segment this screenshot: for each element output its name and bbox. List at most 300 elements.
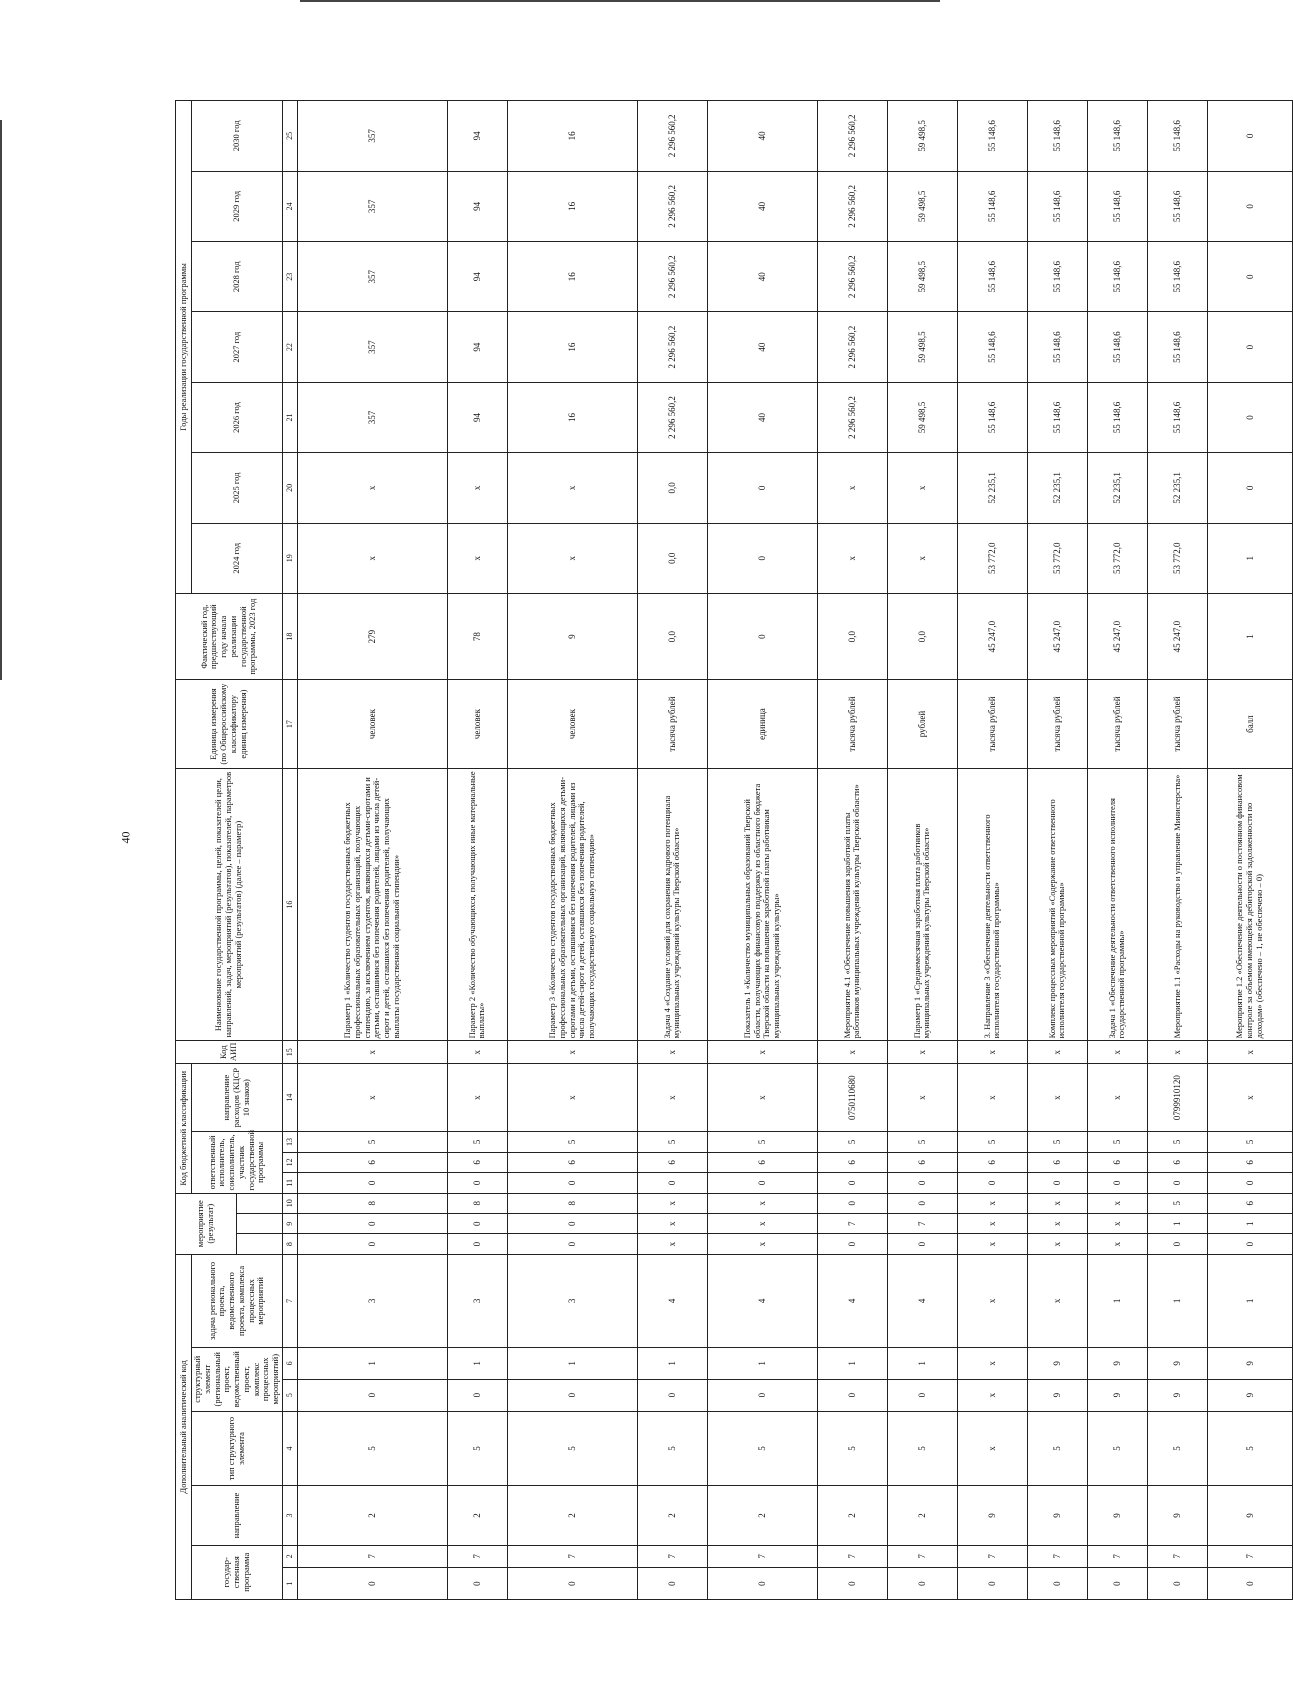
code-cell: 0 [1147, 1234, 1207, 1254]
header-year-2024: 2024 год [192, 523, 283, 593]
code-cell: 3 [507, 1254, 637, 1347]
code-cell: 0 [707, 1568, 817, 1600]
table-row [1207, 101, 1292, 1600]
row-year-value: 0 [1207, 453, 1292, 523]
row-year-value: 94 [447, 171, 507, 241]
row-year-value: 55 148,6 [957, 382, 1027, 452]
code-cell: 1 [707, 1347, 817, 1379]
code-cell: х [887, 1064, 957, 1132]
code-cell: 6 [447, 1152, 507, 1172]
row-year-value: 55 148,6 [1147, 242, 1207, 312]
header-base-year: Фактический год, предшествующий году начала реализации государственной программы, 2023 год [176, 593, 283, 679]
code-cell: 6 [957, 1152, 1027, 1172]
header-direction: направление [192, 1486, 283, 1545]
code-cell: 5 [957, 1132, 1027, 1152]
row-year-value: 16 [507, 382, 637, 452]
row-year-value: 55 148,6 [1027, 382, 1087, 452]
row-name: Мероприятие 1.2 «Обеспечение деятельности о постоянном финансовом контроле за объемом имеющейся дебиторской задолженности по доходам» (обеспечено – 1, не обеспечено – 0) [1207, 768, 1292, 1041]
code-cell: 0 [447, 1379, 507, 1411]
header-budget-code: Код бюджетной классификации [176, 1064, 192, 1193]
row-year-value: 2 296 560,2 [817, 382, 887, 452]
code-cell: 6 [297, 1152, 447, 1172]
row-year-value: 0 [1207, 171, 1292, 241]
code-cell: 0 [297, 1568, 447, 1600]
row-name: Комплекс процессных мероприятий «Содержание ответственного исполнителя государственной программы» [1027, 768, 1087, 1041]
code-cell: х [507, 1041, 637, 1064]
code-cell: 1 [1147, 1213, 1207, 1233]
header-unit: Единица измерения (по Общероссийскому классификатору единиц измерения) [176, 680, 283, 769]
code-cell: 6 [887, 1152, 957, 1172]
header-year-2026: 2026 год [192, 382, 283, 452]
code-cell: х [1027, 1213, 1087, 1233]
code-cell: х [447, 1041, 507, 1064]
code-cell: 6 [1027, 1152, 1087, 1172]
code-cell: 0 [957, 1173, 1027, 1193]
code-cell: 0 [1087, 1173, 1147, 1193]
code-cell: 2 [447, 1486, 507, 1545]
row-year-value: 0,0 [637, 523, 707, 593]
code-cell: 0 [887, 1193, 957, 1213]
code-cell: 5 [1207, 1411, 1292, 1486]
header-struct-type: тип структурного элемента [192, 1411, 283, 1486]
code-cell: 4 [887, 1254, 957, 1347]
row-year-value: 59 498,5 [887, 312, 957, 382]
row-year-value: 0 [1207, 312, 1292, 382]
header-expense-direction: направление расходов (КЦСР 10 знаков) [192, 1064, 283, 1132]
row-year-value: 0 [1207, 382, 1292, 452]
scan-edge-mark [0, 120, 2, 680]
row-year-value: 94 [447, 101, 507, 172]
table-row [637, 101, 707, 1600]
code-cell: 4 [817, 1254, 887, 1347]
column-number: 20 [282, 453, 297, 523]
column-number: 18 [282, 593, 297, 679]
table-row [447, 101, 507, 1600]
row-name: Параметр 3 «Количество студентов государственных бюджетных профессиональных образовательных организаций, являющихся детьми-сиротами и детьми, оставшимися без попечения родителей, лицами из числа детей-сирот и детей, оставшихся без попечения родителей, получающих государственную социальную стипендию» [507, 768, 637, 1041]
code-cell: 0 [507, 1568, 637, 1600]
row-unit: человек [447, 680, 507, 769]
code-cell: х [957, 1347, 1027, 1379]
code-cell: 9 [1087, 1379, 1147, 1411]
code-cell: 9 [1207, 1486, 1292, 1545]
header-event-sub [237, 1234, 282, 1254]
code-cell: х [957, 1193, 1027, 1213]
row-year-value: 53 772,0 [1147, 523, 1207, 593]
row-base-year-value: 45 247,0 [1027, 593, 1087, 679]
header-year-2029: 2029 год [192, 171, 283, 241]
code-cell: 5 [1027, 1411, 1087, 1486]
column-number: 9 [282, 1213, 297, 1233]
code-cell: 9 [1207, 1379, 1292, 1411]
code-cell: 5 [887, 1132, 957, 1152]
column-number: 22 [282, 312, 297, 382]
row-year-value: 55 148,6 [1027, 171, 1087, 241]
code-cell: 5 [507, 1411, 637, 1486]
row-year-value: х [297, 453, 447, 523]
row-year-value: 52 235,1 [1027, 453, 1087, 523]
row-base-year-value: 1 [1207, 593, 1292, 679]
table-row [707, 101, 817, 1600]
code-cell: 5 [1147, 1132, 1207, 1152]
header-executor: ответственный исполнитель, соисполнитель, участник государственной программы [192, 1132, 283, 1193]
code-cell: 5 [1147, 1193, 1207, 1213]
code-cell: 0 [817, 1568, 887, 1600]
rotated-table-container [175, 100, 1264, 1600]
row-unit: балл [1207, 680, 1292, 769]
column-number: 17 [282, 680, 297, 769]
row-base-year-value: 78 [447, 593, 507, 679]
row-year-value: 55 148,6 [1087, 242, 1147, 312]
code-cell: х [1027, 1193, 1087, 1213]
row-base-year-value: 45 247,0 [957, 593, 1027, 679]
row-year-value: 40 [707, 171, 817, 241]
code-cell: 5 [447, 1132, 507, 1152]
row-year-value: 55 148,6 [1147, 312, 1207, 382]
row-year-value: 357 [297, 382, 447, 452]
row-year-value: 2 296 560,2 [637, 242, 707, 312]
row-year-value: 16 [507, 171, 637, 241]
header-name: Наименование государственной программы, целей, показателей цели, направлений, задач, мероприятий (результатов), показателей, параметров мероприятий (результатов) (далее – параметр) [176, 768, 283, 1041]
code-cell: х [637, 1193, 707, 1213]
row-name: Задача 4 «Создание условий для сохранения кадрового потенциала муниципальных учреждений культуры Тверской области» [637, 768, 707, 1041]
code-cell: х [887, 1041, 957, 1064]
code-cell: 9 [957, 1486, 1027, 1545]
row-year-value: 59 498,5 [887, 382, 957, 452]
code-cell: х [957, 1213, 1027, 1233]
code-cell: 6 [817, 1152, 887, 1172]
code-cell: 0799910120 [1147, 1064, 1207, 1132]
code-cell: 7 [887, 1213, 957, 1233]
code-cell: 5 [447, 1411, 507, 1486]
code-cell: 5 [707, 1411, 817, 1486]
row-year-value: х [887, 523, 957, 593]
row-year-value: 55 148,6 [1027, 242, 1087, 312]
code-cell: 9 [1027, 1379, 1087, 1411]
table-row [817, 101, 887, 1600]
code-cell: х [1027, 1234, 1087, 1254]
column-number: 3 [282, 1486, 297, 1545]
code-cell: 5 [297, 1132, 447, 1152]
code-cell: х [1087, 1213, 1147, 1233]
code-cell: 8 [297, 1193, 447, 1213]
code-cell: 1 [1147, 1254, 1207, 1347]
row-unit: тысяча рублей [1087, 680, 1147, 769]
code-cell: 2 [817, 1486, 887, 1545]
row-year-value: х [887, 453, 957, 523]
header-year-2027: 2027 год [192, 312, 283, 382]
code-cell: 5 [1027, 1132, 1087, 1152]
row-base-year-value: 0,0 [817, 593, 887, 679]
row-year-value: 55 148,6 [1087, 171, 1147, 241]
code-cell: х [957, 1379, 1027, 1411]
code-cell: 7 [1027, 1545, 1087, 1568]
code-cell: 6 [1207, 1152, 1292, 1172]
column-number: 12 [282, 1152, 297, 1172]
code-cell: х [1027, 1041, 1087, 1064]
row-year-value: 16 [507, 312, 637, 382]
row-base-year-value: 9 [507, 593, 637, 679]
column-number: 25 [282, 101, 297, 172]
code-cell: 9 [1207, 1347, 1292, 1379]
code-cell: 4 [637, 1254, 707, 1347]
row-unit: рублей [887, 680, 957, 769]
code-cell: 0 [707, 1379, 817, 1411]
code-cell: 0 [1207, 1234, 1292, 1254]
code-cell: х [707, 1213, 817, 1233]
row-year-value: 52 235,1 [957, 453, 1027, 523]
row-year-value: 53 772,0 [1027, 523, 1087, 593]
row-year-value: 0 [707, 523, 817, 593]
code-cell: 0 [637, 1173, 707, 1193]
code-cell: 9 [1147, 1486, 1207, 1545]
code-cell: 0 [887, 1234, 957, 1254]
code-cell: 9 [1027, 1486, 1087, 1545]
header-years-group: Годы реализации государственной программы [176, 101, 192, 594]
header-year-2030: 2030 год [192, 101, 283, 172]
code-cell: х [637, 1064, 707, 1132]
code-cell: 1 [1207, 1213, 1292, 1233]
code-cell: х [707, 1041, 817, 1064]
code-cell: 9 [1147, 1379, 1207, 1411]
code-cell: 8 [507, 1193, 637, 1213]
row-year-value: 52 235,1 [1087, 453, 1147, 523]
column-number: 23 [282, 242, 297, 312]
row-year-value: 52 235,1 [1147, 453, 1207, 523]
code-cell: 0 [887, 1173, 957, 1193]
code-cell: 5 [817, 1132, 887, 1152]
code-cell: 6 [707, 1152, 817, 1172]
row-year-value: 2 296 560,2 [817, 312, 887, 382]
row-year-value: 55 148,6 [1147, 171, 1207, 241]
code-cell: 1 [817, 1347, 887, 1379]
code-cell: х [637, 1041, 707, 1064]
row-year-value: 16 [507, 101, 637, 172]
row-unit: тысяча рублей [817, 680, 887, 769]
code-cell: 7 [637, 1545, 707, 1568]
code-cell: 7 [507, 1545, 637, 1568]
code-cell: х [707, 1234, 817, 1254]
column-number: 10 [282, 1193, 297, 1213]
code-cell: 0 [507, 1379, 637, 1411]
code-cell: 0 [707, 1173, 817, 1193]
row-year-value: 55 148,6 [957, 101, 1027, 172]
code-cell: 1 [447, 1347, 507, 1379]
row-year-value: х [507, 453, 637, 523]
code-cell: 5 [637, 1411, 707, 1486]
row-unit: тысяча рублей [637, 680, 707, 769]
table-body [282, 101, 1292, 1600]
code-cell: 0 [637, 1568, 707, 1600]
row-year-value: 2 296 560,2 [637, 382, 707, 452]
code-cell: 2 [637, 1486, 707, 1545]
code-cell: 0 [297, 1213, 447, 1233]
row-year-value: 40 [707, 382, 817, 452]
row-name: Задача 1 «Обеспечение деятельности ответственного исполнителя государственной программы» [1087, 768, 1147, 1041]
code-cell: 1 [887, 1347, 957, 1379]
column-number: 6 [282, 1347, 297, 1379]
code-cell: 0 [817, 1379, 887, 1411]
column-number: 4 [282, 1411, 297, 1486]
row-year-value: 55 148,6 [957, 312, 1027, 382]
row-year-value: 0 [1207, 101, 1292, 172]
row-year-value: 55 148,6 [1027, 312, 1087, 382]
code-cell: х [1027, 1254, 1087, 1347]
code-cell: х [447, 1064, 507, 1132]
code-cell: 2 [507, 1486, 637, 1545]
header-aip-code: Код АИП [176, 1041, 283, 1064]
code-cell: х [957, 1254, 1027, 1347]
code-cell: 8 [447, 1193, 507, 1213]
code-cell: 0 [447, 1234, 507, 1254]
row-year-value: 53 772,0 [1087, 523, 1147, 593]
row-unit: тысяча рублей [1027, 680, 1087, 769]
row-year-value: х [817, 523, 887, 593]
header-event-sub [237, 1213, 282, 1233]
code-cell: х [1027, 1064, 1087, 1132]
column-number: 24 [282, 171, 297, 241]
row-year-value: 55 148,6 [1087, 101, 1147, 172]
code-cell: 7 [297, 1545, 447, 1568]
code-cell: 0 [1207, 1568, 1292, 1600]
code-cell: 0 [297, 1173, 447, 1193]
code-cell: 2 [707, 1486, 817, 1545]
row-year-value: х [297, 523, 447, 593]
row-year-value: х [447, 523, 507, 593]
code-cell: 0 [447, 1568, 507, 1600]
code-cell: 7 [817, 1545, 887, 1568]
code-cell: х [707, 1064, 817, 1132]
code-cell: 0 [447, 1173, 507, 1193]
code-cell: х [957, 1411, 1027, 1486]
code-cell: 7 [957, 1545, 1027, 1568]
column-number: 21 [282, 382, 297, 452]
row-base-year-value: 0,0 [637, 593, 707, 679]
row-year-value: 2 296 560,2 [637, 171, 707, 241]
code-cell: 7 [817, 1213, 887, 1233]
code-cell: х [1207, 1064, 1292, 1132]
code-cell: 5 [507, 1132, 637, 1152]
row-year-value: 2 296 560,2 [817, 242, 887, 312]
code-cell: 5 [1087, 1132, 1147, 1152]
code-cell: х [817, 1041, 887, 1064]
code-cell: х [1087, 1234, 1147, 1254]
code-cell: 7 [1147, 1545, 1207, 1568]
row-year-value: 59 498,5 [887, 242, 957, 312]
code-cell: 0 [1207, 1173, 1292, 1193]
row-year-value: 2 296 560,2 [637, 312, 707, 382]
row-unit: тысяча рублей [957, 680, 1027, 769]
row-year-value: 55 148,6 [957, 242, 1027, 312]
code-cell: 0 [887, 1568, 957, 1600]
table-row [1027, 101, 1087, 1600]
code-cell: х [707, 1193, 817, 1213]
code-cell: 9 [1147, 1347, 1207, 1379]
column-number: 11 [282, 1173, 297, 1193]
code-cell: х [1087, 1193, 1147, 1213]
code-cell: 0750110680 [817, 1064, 887, 1132]
code-cell: 1 [297, 1347, 447, 1379]
code-cell: 7 [1087, 1545, 1147, 1568]
code-cell: 1 [1207, 1254, 1292, 1347]
row-unit: человек [297, 680, 447, 769]
row-base-year-value: 0 [707, 593, 817, 679]
column-number: 7 [282, 1254, 297, 1347]
header-task: задача регионального проекта, ведомственного проекта, комплекса процессных мероприятий [192, 1254, 283, 1347]
row-year-value: 357 [297, 101, 447, 172]
row-year-value: 2 296 560,2 [817, 171, 887, 241]
code-cell: 0 [1147, 1568, 1207, 1600]
row-unit: тысяча рублей [1147, 680, 1207, 769]
table-row [887, 101, 957, 1600]
table-row [957, 101, 1027, 1600]
row-year-value: 55 148,6 [1087, 382, 1147, 452]
row-year-value: 55 148,6 [1087, 312, 1147, 382]
row-year-value: 40 [707, 312, 817, 382]
code-cell: 5 [817, 1411, 887, 1486]
row-year-value: 40 [707, 101, 817, 172]
code-cell: 0 [817, 1173, 887, 1193]
column-number: 13 [282, 1132, 297, 1152]
code-cell: 9 [1087, 1486, 1147, 1545]
code-cell: 6 [1207, 1193, 1292, 1213]
code-cell: 0 [297, 1379, 447, 1411]
code-cell: 5 [297, 1411, 447, 1486]
row-name: Параметр 2 «Количество обучающихся, получающих иные материальные выплаты» [447, 768, 507, 1041]
code-cell: 3 [297, 1254, 447, 1347]
code-cell: 9 [1027, 1347, 1087, 1379]
code-cell: х [637, 1213, 707, 1233]
row-name: 3. Направление 3 «Обеспечение деятельности ответственного исполнителя государственной программы» [957, 768, 1027, 1041]
code-cell: 5 [707, 1132, 817, 1152]
code-cell: 0 [817, 1234, 887, 1254]
row-base-year-value: 279 [297, 593, 447, 679]
header-event: мероприятие (результат) [176, 1193, 237, 1254]
row-unit: человек [507, 680, 637, 769]
code-cell: 3 [447, 1254, 507, 1347]
row-name: Показатель 1 «Количество муниципальных образований Тверской области, получающих финансовую поддержку из областного бюджета Тверской области на повышение заработной платы работникам муниципальных учреждений культуры» [707, 768, 817, 1041]
row-year-value: 16 [507, 242, 637, 312]
code-cell: х [957, 1234, 1027, 1254]
code-cell: 0 [447, 1213, 507, 1233]
code-cell: 7 [707, 1545, 817, 1568]
code-cell: 0 [637, 1379, 707, 1411]
code-cell: 7 [1207, 1545, 1292, 1568]
table-row [507, 101, 637, 1600]
row-unit: единица [707, 680, 817, 769]
row-name: Параметр 1 «Количество студентов государственных бюджетных профессиональных образовательных организаций, получающих стипендию, за исключением студентов, являющихся детьми-сиротами и детьми, оставшимися без попечения родителей, лицами из числа детей-сирот и детей, оставшихся без попечения родителей, получающих выплаты государственной социальной стипендии» [297, 768, 447, 1041]
row-year-value: 55 148,6 [1147, 101, 1207, 172]
column-number: 14 [282, 1064, 297, 1132]
row-year-value: 59 498,5 [887, 171, 957, 241]
row-year-value: х [507, 523, 637, 593]
code-cell: х [1087, 1064, 1147, 1132]
code-cell: 0 [507, 1213, 637, 1233]
header-additional-code: Дополнительный аналитический код [176, 1254, 192, 1599]
code-cell: 4 [707, 1254, 817, 1347]
code-cell: 0 [507, 1173, 637, 1193]
row-year-value: 357 [297, 242, 447, 312]
code-cell: х [297, 1041, 447, 1064]
row-year-value: 357 [297, 312, 447, 382]
header-event-sub [237, 1193, 282, 1213]
row-year-value: 59 498,5 [887, 101, 957, 172]
header-state-program: государ-ственная программа [192, 1545, 283, 1599]
table-row [297, 101, 447, 1600]
column-number: 16 [282, 768, 297, 1041]
code-cell: х [1147, 1041, 1207, 1064]
row-year-value: 53 772,0 [957, 523, 1027, 593]
header-year-2028: 2028 год [192, 242, 283, 312]
